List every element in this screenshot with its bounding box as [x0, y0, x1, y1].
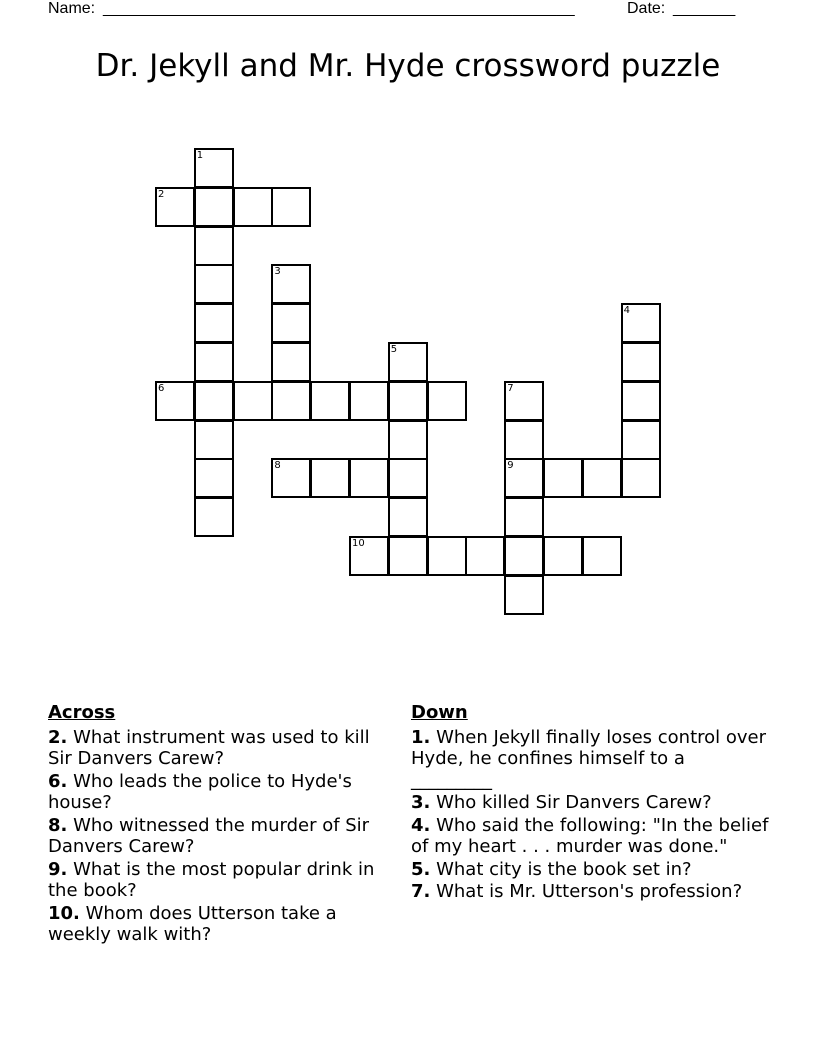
clue-number: 10	[352, 538, 365, 549]
crossword-cell[interactable]	[349, 536, 389, 576]
crossword-cell[interactable]	[194, 148, 234, 188]
clue-text: What is the most popular drink in the book?	[48, 858, 375, 901]
down-heading: Down	[411, 702, 468, 723]
crossword-cell[interactable]	[349, 458, 389, 498]
clue-text: When Jekyll finally loses control over Hyde, he confines himself to a _________	[411, 726, 767, 791]
crossword-cell[interactable]	[310, 458, 350, 498]
clue-text: Who leads the police to Hyde's house?	[48, 770, 352, 813]
crossword-cell[interactable]	[621, 303, 661, 343]
clue-number: 2	[158, 188, 165, 200]
crossword-cell[interactable]	[194, 381, 234, 421]
crossword-cell[interactable]	[543, 536, 583, 576]
crossword-cell[interactable]	[194, 226, 234, 266]
page-title: Dr. Jekyll and Mr. Hyde crossword puzzle	[95, 48, 721, 84]
clue-text: Who killed Sir Danvers Carew?	[430, 792, 712, 813]
clue-text: What city is the book set in?	[430, 858, 692, 880]
crossword-cell[interactable]	[194, 264, 234, 304]
crossword-cell[interactable]	[388, 458, 428, 498]
crossword-cell[interactable]	[194, 458, 234, 498]
crossword-cell[interactable]	[388, 381, 428, 421]
crossword-cell[interactable]	[233, 187, 273, 227]
clue-number: 9.	[48, 858, 68, 880]
crossword-cell[interactable]	[621, 458, 661, 498]
clue-number: 9	[507, 460, 514, 472]
clue-text: Who said the following: "In the belief of my heart . . . murder was done."	[411, 814, 769, 857]
crossword-cell[interactable]	[194, 342, 234, 382]
down-clue	[411, 859, 771, 881]
crossword-cell[interactable]	[621, 342, 661, 382]
crossword-cell[interactable]	[427, 536, 467, 576]
crossword-cell[interactable]	[504, 536, 544, 576]
crossword-cell[interactable]	[621, 420, 661, 460]
clue-number: 4.	[411, 814, 431, 836]
down-clue	[411, 792, 771, 814]
clue-number: 5	[390, 344, 398, 355]
across-clue-list	[48, 727, 388, 946]
crossword-cell[interactable]	[427, 381, 467, 421]
crossword-cell[interactable]	[233, 381, 273, 421]
crossword-cell[interactable]	[271, 303, 311, 343]
clue-number: 8	[274, 460, 281, 472]
clue-text: What is Mr. Utterson's profession?	[430, 881, 743, 902]
crossword-cell[interactable]	[504, 497, 544, 537]
crossword-cell[interactable]	[388, 342, 428, 382]
crossword-cell[interactable]	[582, 458, 622, 498]
across-clue	[48, 771, 388, 814]
clue-number: 10.	[48, 902, 80, 924]
crossword-cell[interactable]	[155, 381, 195, 421]
clue-number: 1	[196, 150, 204, 161]
across-clue	[48, 815, 388, 858]
crossword-cell[interactable]	[271, 187, 311, 227]
clue-number: 6	[158, 382, 165, 394]
date-label: Date:	[627, 0, 666, 17]
crossword-cell[interactable]	[310, 381, 350, 421]
name-label: Name:	[48, 0, 96, 17]
clue-number: 2.	[48, 726, 68, 748]
clue-text: Who witnessed the murder of Sir Danvers Carew?	[48, 814, 370, 857]
across-clue	[48, 859, 388, 902]
crossword-cell[interactable]	[504, 420, 544, 460]
crossword-cell[interactable]	[621, 381, 661, 421]
crossword-cell[interactable]	[194, 303, 234, 343]
crossword-cell[interactable]	[465, 536, 505, 576]
crossword-cell[interactable]	[388, 420, 428, 460]
down-clue	[411, 727, 771, 792]
crossword-cell[interactable]	[388, 536, 428, 576]
date-field[interactable]: _______	[673, 0, 736, 17]
clue-text: What instrument was used to kill Sir Danvers Carew?	[48, 726, 370, 769]
crossword-cell[interactable]	[543, 458, 583, 498]
clue-number: 7.	[411, 881, 431, 902]
down-clue	[411, 815, 771, 858]
crossword-cell[interactable]	[349, 381, 389, 421]
crossword-cell[interactable]	[155, 187, 195, 227]
crossword-cell[interactable]	[271, 381, 311, 421]
crossword-cell[interactable]	[194, 420, 234, 460]
crossword-cell[interactable]	[271, 264, 311, 304]
down-clue	[411, 881, 771, 903]
crossword-cell[interactable]	[194, 187, 234, 227]
clue-number: 3.	[411, 792, 431, 813]
crossword-cell[interactable]	[504, 575, 544, 615]
crossword-cell[interactable]	[271, 458, 311, 498]
across-heading: Across	[48, 702, 116, 723]
crossword-cell[interactable]	[388, 497, 428, 537]
crossword-cell[interactable]	[271, 342, 311, 382]
crossword-cell[interactable]	[504, 381, 544, 421]
clue-number: 6.	[48, 770, 68, 792]
crossword-cell[interactable]	[582, 536, 622, 576]
crossword-cell[interactable]	[194, 497, 234, 537]
clue-text: Whom does Utterson take a weekly walk with?	[48, 902, 337, 945]
down-clue-list	[411, 727, 771, 903]
clue-number: 5.	[411, 858, 431, 880]
clue-number: 7	[507, 382, 514, 394]
clue-number: 3	[274, 266, 281, 278]
across-clue	[48, 727, 388, 770]
crossword-cell[interactable]	[504, 458, 544, 498]
name-field[interactable]: _____________________________________________________	[103, 0, 575, 17]
across-clues	[48, 702, 388, 947]
down-clues	[411, 702, 771, 904]
across-clue	[48, 903, 388, 946]
clue-number: 8.	[48, 814, 68, 836]
clue-number: 1.	[411, 726, 431, 748]
clue-number: 4	[623, 305, 630, 317]
